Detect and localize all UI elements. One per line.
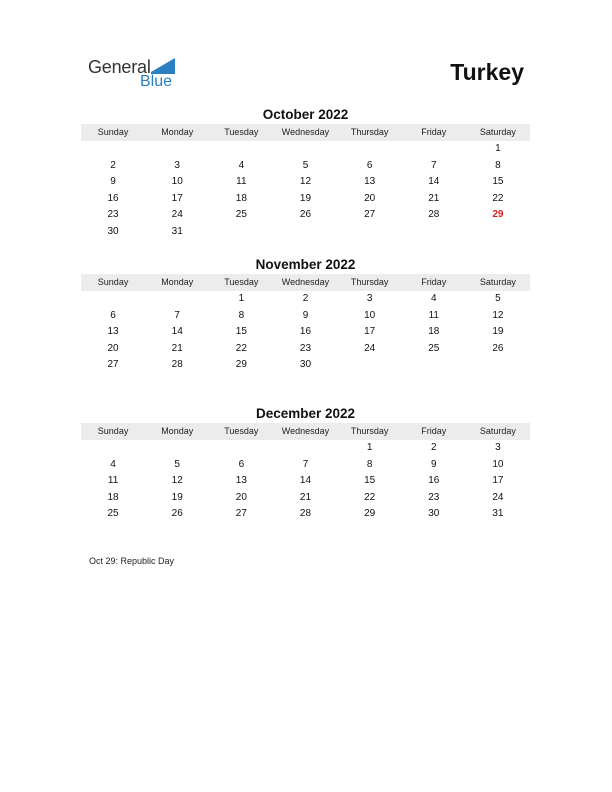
day-cell: 11 xyxy=(428,309,439,321)
generalblue-logo xyxy=(88,57,188,91)
empty-day-cell xyxy=(273,224,337,241)
day-cell: 7 xyxy=(430,159,437,171)
day-cell: 13 xyxy=(364,176,376,188)
empty-day-cell xyxy=(402,141,466,158)
day-cell: 23 xyxy=(428,491,440,503)
day-cell: 3 xyxy=(174,159,180,171)
weekday-label: Tuesday xyxy=(224,127,259,137)
weekday-label: Monday xyxy=(161,426,194,436)
day-cell: 7 xyxy=(174,309,180,321)
day-cell: 12 xyxy=(171,475,183,487)
empty-day-cell xyxy=(273,141,337,158)
day-cell: 24 xyxy=(492,491,504,503)
day-cell: 8 xyxy=(238,309,245,321)
day-cell: 29 xyxy=(235,359,247,371)
day-cell: 30 xyxy=(107,225,119,237)
weekday-label: Wednesday xyxy=(281,127,330,137)
weekday-label: Sunday xyxy=(97,426,129,436)
day-cell: 6 xyxy=(366,159,373,171)
day-cell: 25 xyxy=(235,209,247,221)
empty-day-cell xyxy=(81,141,145,158)
day-cell: 12 xyxy=(492,309,504,321)
day-grid xyxy=(81,291,530,374)
day-cell: 27 xyxy=(364,209,376,221)
day-cell: 1 xyxy=(238,293,245,304)
month-title: October 2022 xyxy=(262,107,349,122)
weekday-label: Friday xyxy=(421,127,447,137)
day-cell: 28 xyxy=(428,209,440,221)
day-cell: 26 xyxy=(492,342,504,354)
day-cell: 18 xyxy=(235,192,247,204)
day-cell: 24 xyxy=(364,342,376,354)
weekday-label: Thursday xyxy=(350,426,389,436)
day-cell: 9 xyxy=(302,309,309,321)
day-cell: 21 xyxy=(299,491,312,503)
day-cell: 27 xyxy=(107,359,119,371)
day-cell: 18 xyxy=(107,491,119,503)
weekday-header-row xyxy=(81,423,530,440)
day-cell: 24 xyxy=(171,209,183,221)
day-cell: 20 xyxy=(107,342,119,354)
day-cell: 17 xyxy=(171,192,183,204)
day-cell: 1 xyxy=(495,143,501,154)
day-cell: 27 xyxy=(235,508,247,520)
day-cell: 29 xyxy=(364,508,376,520)
weekday-label: Monday xyxy=(161,127,194,137)
day-cell: 17 xyxy=(492,475,504,487)
day-grid xyxy=(81,440,530,523)
day-cell: 19 xyxy=(171,491,183,503)
day-cell: 14 xyxy=(428,176,440,188)
day-cell: 22 xyxy=(492,192,504,204)
empty-day-cell xyxy=(273,440,337,457)
weekday-label: Saturday xyxy=(479,127,516,137)
empty-day-cell xyxy=(209,141,273,158)
day-cell: 28 xyxy=(171,359,183,371)
weekday-label: Wednesday xyxy=(281,426,330,436)
day-cell: 22 xyxy=(235,342,247,354)
day-cell: 20 xyxy=(364,192,376,204)
day-cell: 15 xyxy=(364,475,376,487)
empty-day-cell xyxy=(145,141,209,158)
day-cell: 3 xyxy=(495,442,501,453)
day-cell: 8 xyxy=(366,458,373,470)
weekday-label: Sunday xyxy=(97,127,129,137)
weekday-label: Thursday xyxy=(350,127,389,137)
day-cell: 21 xyxy=(428,192,440,204)
empty-day-cell xyxy=(209,224,273,241)
day-cell: 16 xyxy=(299,326,312,338)
month-november xyxy=(81,256,530,374)
empty-day-cell xyxy=(402,357,466,374)
day-cell: 26 xyxy=(171,508,183,520)
day-cell: 5 xyxy=(495,293,501,304)
empty-day-cell xyxy=(402,224,466,241)
weekday-label: Saturday xyxy=(479,277,516,287)
day-cell: 6 xyxy=(238,458,245,470)
day-cell: 18 xyxy=(428,326,440,338)
day-cell: 15 xyxy=(235,326,247,338)
weekday-label: Friday xyxy=(421,426,447,436)
day-cell: 21 xyxy=(171,342,183,354)
day-cell: 15 xyxy=(492,176,504,188)
weekday-label: Tuesday xyxy=(224,426,259,436)
day-cell: 22 xyxy=(364,491,376,503)
empty-day-cell xyxy=(145,440,209,457)
day-cell: 10 xyxy=(171,176,183,188)
holiday-note: Oct 29: Republic Day xyxy=(89,556,175,566)
day-cell: 10 xyxy=(492,458,504,470)
day-cell: 26 xyxy=(299,209,312,221)
weekday-label: Thursday xyxy=(350,277,389,287)
weekday-label: Tuesday xyxy=(224,277,259,287)
day-cell: 16 xyxy=(428,475,440,487)
day-cell: 30 xyxy=(299,359,312,371)
day-cell: 19 xyxy=(492,326,504,338)
weekday-header-row xyxy=(81,274,530,291)
logo-general-text: General xyxy=(88,57,151,77)
weekday-label: Monday xyxy=(161,277,194,287)
day-cell: 30 xyxy=(428,508,440,520)
day-cell: 23 xyxy=(299,342,312,354)
day-cell: 28 xyxy=(299,508,312,520)
day-cell: 17 xyxy=(364,326,376,338)
day-cell: 4 xyxy=(110,458,116,470)
month-october xyxy=(81,106,530,241)
day-cell: 12 xyxy=(299,176,312,188)
month-december xyxy=(81,405,530,523)
day-cell: 4 xyxy=(238,159,245,171)
day-cell: 13 xyxy=(235,475,247,487)
day-cell: 11 xyxy=(107,475,119,487)
weekday-label: Friday xyxy=(421,277,447,287)
weekday-label: Saturday xyxy=(479,426,516,436)
empty-day-cell xyxy=(466,224,530,241)
day-cell: 2 xyxy=(302,293,309,304)
day-cell: 5 xyxy=(302,159,309,171)
day-cell: 1 xyxy=(366,442,373,453)
empty-day-cell xyxy=(81,440,145,457)
day-cell: 31 xyxy=(492,508,504,520)
holiday-notes xyxy=(89,556,174,566)
day-cell: 25 xyxy=(107,508,119,520)
day-cell: 14 xyxy=(171,326,183,338)
country-title: Turkey xyxy=(450,59,524,85)
day-cell: 19 xyxy=(299,192,312,204)
weekday-label: Sunday xyxy=(97,277,129,287)
empty-day-cell xyxy=(338,357,402,374)
day-cell: 9 xyxy=(430,458,437,470)
empty-day-cell xyxy=(209,440,273,457)
day-cell: 25 xyxy=(428,342,440,354)
day-cell: 9 xyxy=(110,176,116,188)
day-cell: 7 xyxy=(302,458,309,470)
logo-blue-text: Blue xyxy=(140,73,173,90)
day-cell: 20 xyxy=(235,491,247,503)
day-cell: 5 xyxy=(174,458,180,470)
day-cell: 16 xyxy=(107,192,119,204)
empty-day-cell xyxy=(145,291,209,308)
holiday-day-cell: 29 xyxy=(492,209,504,221)
day-cell: 31 xyxy=(171,225,183,237)
day-cell: 2 xyxy=(430,442,437,453)
day-cell: 11 xyxy=(236,176,247,188)
empty-day-cell xyxy=(338,224,402,241)
day-cell: 10 xyxy=(364,309,376,321)
day-cell: 2 xyxy=(110,159,116,171)
day-cell: 13 xyxy=(107,326,119,338)
month-title: December 2022 xyxy=(255,406,356,421)
weekday-header-row xyxy=(81,124,530,141)
empty-day-cell xyxy=(338,141,402,158)
day-cell: 8 xyxy=(495,159,501,171)
day-cell: 23 xyxy=(107,209,119,221)
day-cell: 3 xyxy=(366,293,373,304)
day-cell: 4 xyxy=(430,293,437,304)
month-title: November 2022 xyxy=(255,257,356,272)
day-cell: 14 xyxy=(299,475,312,487)
weekday-label: Wednesday xyxy=(281,277,330,287)
empty-day-cell xyxy=(81,291,145,308)
logo-triangle-icon xyxy=(151,58,175,72)
empty-day-cell xyxy=(466,357,530,374)
day-cell: 6 xyxy=(110,309,116,321)
day-grid xyxy=(81,141,530,241)
